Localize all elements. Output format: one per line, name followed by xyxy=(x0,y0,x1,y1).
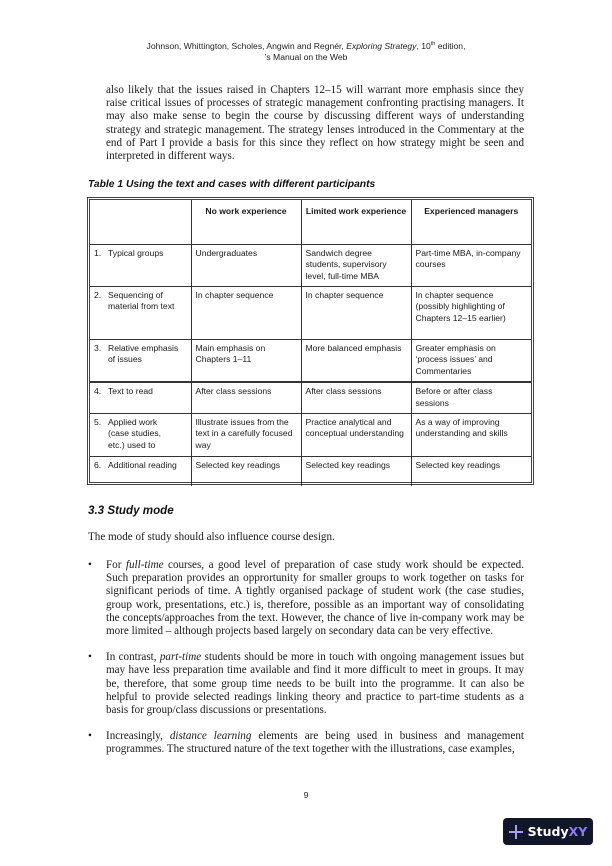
list-item xyxy=(88,730,524,756)
table-row xyxy=(90,339,531,382)
header-authors: Johnson, Whittington, Scholes, Angwin and Regnér, xyxy=(146,41,347,51)
bullet-icon: • xyxy=(88,730,92,743)
header-line-2: ’s Manual on the Web xyxy=(264,52,348,62)
bullet-emphasis: full-time xyxy=(125,559,164,571)
row-label: Typical groups xyxy=(108,247,164,258)
intro-paragraph-block xyxy=(106,84,524,163)
intro-paragraph: also likely that the issues raised in Chapters 12–15 will warrant more emphasis since they raise critical issues of processes of strategic management confronting practising managers. It may also make sense to begin the course by discussing different ways of understanding strategy and strategic management. The strategy lenses introduced in the Commentary at the end of Part I provide a basis for this since they reflect on how strategy might be seen and interpreted in different ways. xyxy=(106,84,524,163)
bullet-text: courses, a good level of preparation of case study work should be expected. Such preparation provides an opprortunity for smaller groups to work together on tasks for significant periods of time. A tightly organised package of student work (the case studies, group work, presentations, etc.) is, therefore, possible as an important way of consolidating the concepts/approaches from the text. However, the chance of live in-company work may be more limited – although projects based largely on secondary data can be very effective. xyxy=(106,559,524,638)
row-label-cell xyxy=(90,339,191,382)
table-row xyxy=(90,286,531,339)
table-cell: Before or after class sessions xyxy=(411,382,531,413)
row-number: 1. xyxy=(94,247,102,258)
row-label: Applied work (case studies, etc.) used to xyxy=(108,416,162,450)
bullet-emphasis: distance learning xyxy=(169,730,252,743)
participants-table-frame xyxy=(87,197,534,485)
table-cell: Sandwich degree students, supervisory level, full-time MBA xyxy=(301,244,411,286)
header-edition-number: 10 xyxy=(421,41,431,51)
table-cell: Selected key readings xyxy=(411,456,531,486)
table-header-cell: No work experience xyxy=(191,200,301,244)
running-header xyxy=(0,41,612,63)
table-cell: Main emphasis on Chapters 1–11 xyxy=(191,339,301,382)
table-cell: After class sessions xyxy=(191,382,301,413)
table-cell: As a way of improving understanding and skills xyxy=(411,413,531,456)
row-number: 2. xyxy=(94,289,102,300)
row-label-cell xyxy=(90,456,191,486)
participants-table xyxy=(90,200,531,486)
table-cell: In chapter sequence xyxy=(301,286,411,339)
table-cell: Undergraduates xyxy=(191,244,301,286)
row-label: Additional reading xyxy=(108,459,177,470)
row-label: Sequencing of material from text xyxy=(108,289,175,312)
header-sep: , xyxy=(416,41,422,51)
row-label-cell xyxy=(90,413,191,456)
table-header-cell xyxy=(90,200,191,244)
row-label-cell xyxy=(90,286,191,339)
table-cell: More balanced emphasis xyxy=(301,339,411,382)
row-number: 4. xyxy=(94,386,102,396)
list-item xyxy=(88,651,524,717)
section-intro: The mode of study should also influence course design. xyxy=(88,531,335,543)
list-item xyxy=(88,559,524,638)
table-cell: In chapter sequence (possibly highlighting of Chapters 12–15 earlier) xyxy=(411,286,531,339)
table-cell: Part-time MBA, in-company courses xyxy=(411,244,531,286)
header-line-1 xyxy=(0,41,612,52)
table-cell: Greater emphasis on ‘process issues’ and Commentaries xyxy=(411,339,531,382)
page-number: 9 xyxy=(303,790,309,800)
row-number: 6. xyxy=(94,459,102,470)
plus-icon xyxy=(509,825,523,839)
table-cell: After class sessions xyxy=(301,382,411,413)
section-heading: 3.3 Study mode xyxy=(88,504,174,517)
bullet-icon: • xyxy=(88,559,92,571)
table-header-row xyxy=(90,200,531,244)
bullet-text: In contrast, xyxy=(106,651,160,664)
table-cell: Illustrate issues from the text in a carefully focused way xyxy=(191,413,301,456)
row-label-cell xyxy=(90,382,191,413)
bullet-text: students should be more in touch with ongoing management issues but may have less preparation time available and find it more difficult to meet in groups. It may be, therefore, that some group time needs to be built into the programme. It can also be helpful to provide selected readings linking theory and practice to part-time students as a basis for group/class discussions or presentations. xyxy=(106,651,524,717)
table-cell: Selected key readings xyxy=(301,456,411,486)
row-label: Text to read xyxy=(108,386,153,396)
row-number: 3. xyxy=(94,342,102,353)
study-mode-bullet-list xyxy=(88,559,524,770)
brand-main: Study xyxy=(527,824,569,839)
bullet-text: elements are being used in business and management programmes. The structured nature of the text together with the illustrations, case examples, xyxy=(106,730,524,756)
studyxy-watermark-badge[interactable] xyxy=(503,818,593,845)
bullet-emphasis: part-time xyxy=(159,651,202,664)
table-header-cell: Experienced managers xyxy=(411,200,531,244)
bullet-text: For xyxy=(106,559,126,571)
table-row xyxy=(90,413,531,456)
row-label: Relative emphasis of issues xyxy=(108,342,179,365)
brand-accent: XY xyxy=(568,824,588,839)
table-row xyxy=(90,244,531,286)
row-label-cell xyxy=(90,244,191,286)
brand-name xyxy=(528,824,588,839)
header-edition-tail: edition, xyxy=(435,41,466,51)
table-row xyxy=(90,456,531,486)
table-caption: Table 1 Using the text and cases with different participants xyxy=(88,179,376,190)
header-edition-suffix: th xyxy=(430,41,436,47)
table-header-cell: Limited work experience xyxy=(301,200,411,244)
header-book-title: Exploring Strategy xyxy=(346,41,417,51)
table-cell: Practice analytical and conceptual understanding xyxy=(301,413,411,456)
row-number: 5. xyxy=(94,416,102,427)
bullet-text: Increasingly, xyxy=(106,730,170,743)
bullet-icon: • xyxy=(88,651,92,664)
table-cell: Selected key readings xyxy=(191,456,301,486)
table-row xyxy=(90,382,531,413)
table-cell: In chapter sequence xyxy=(191,286,301,339)
